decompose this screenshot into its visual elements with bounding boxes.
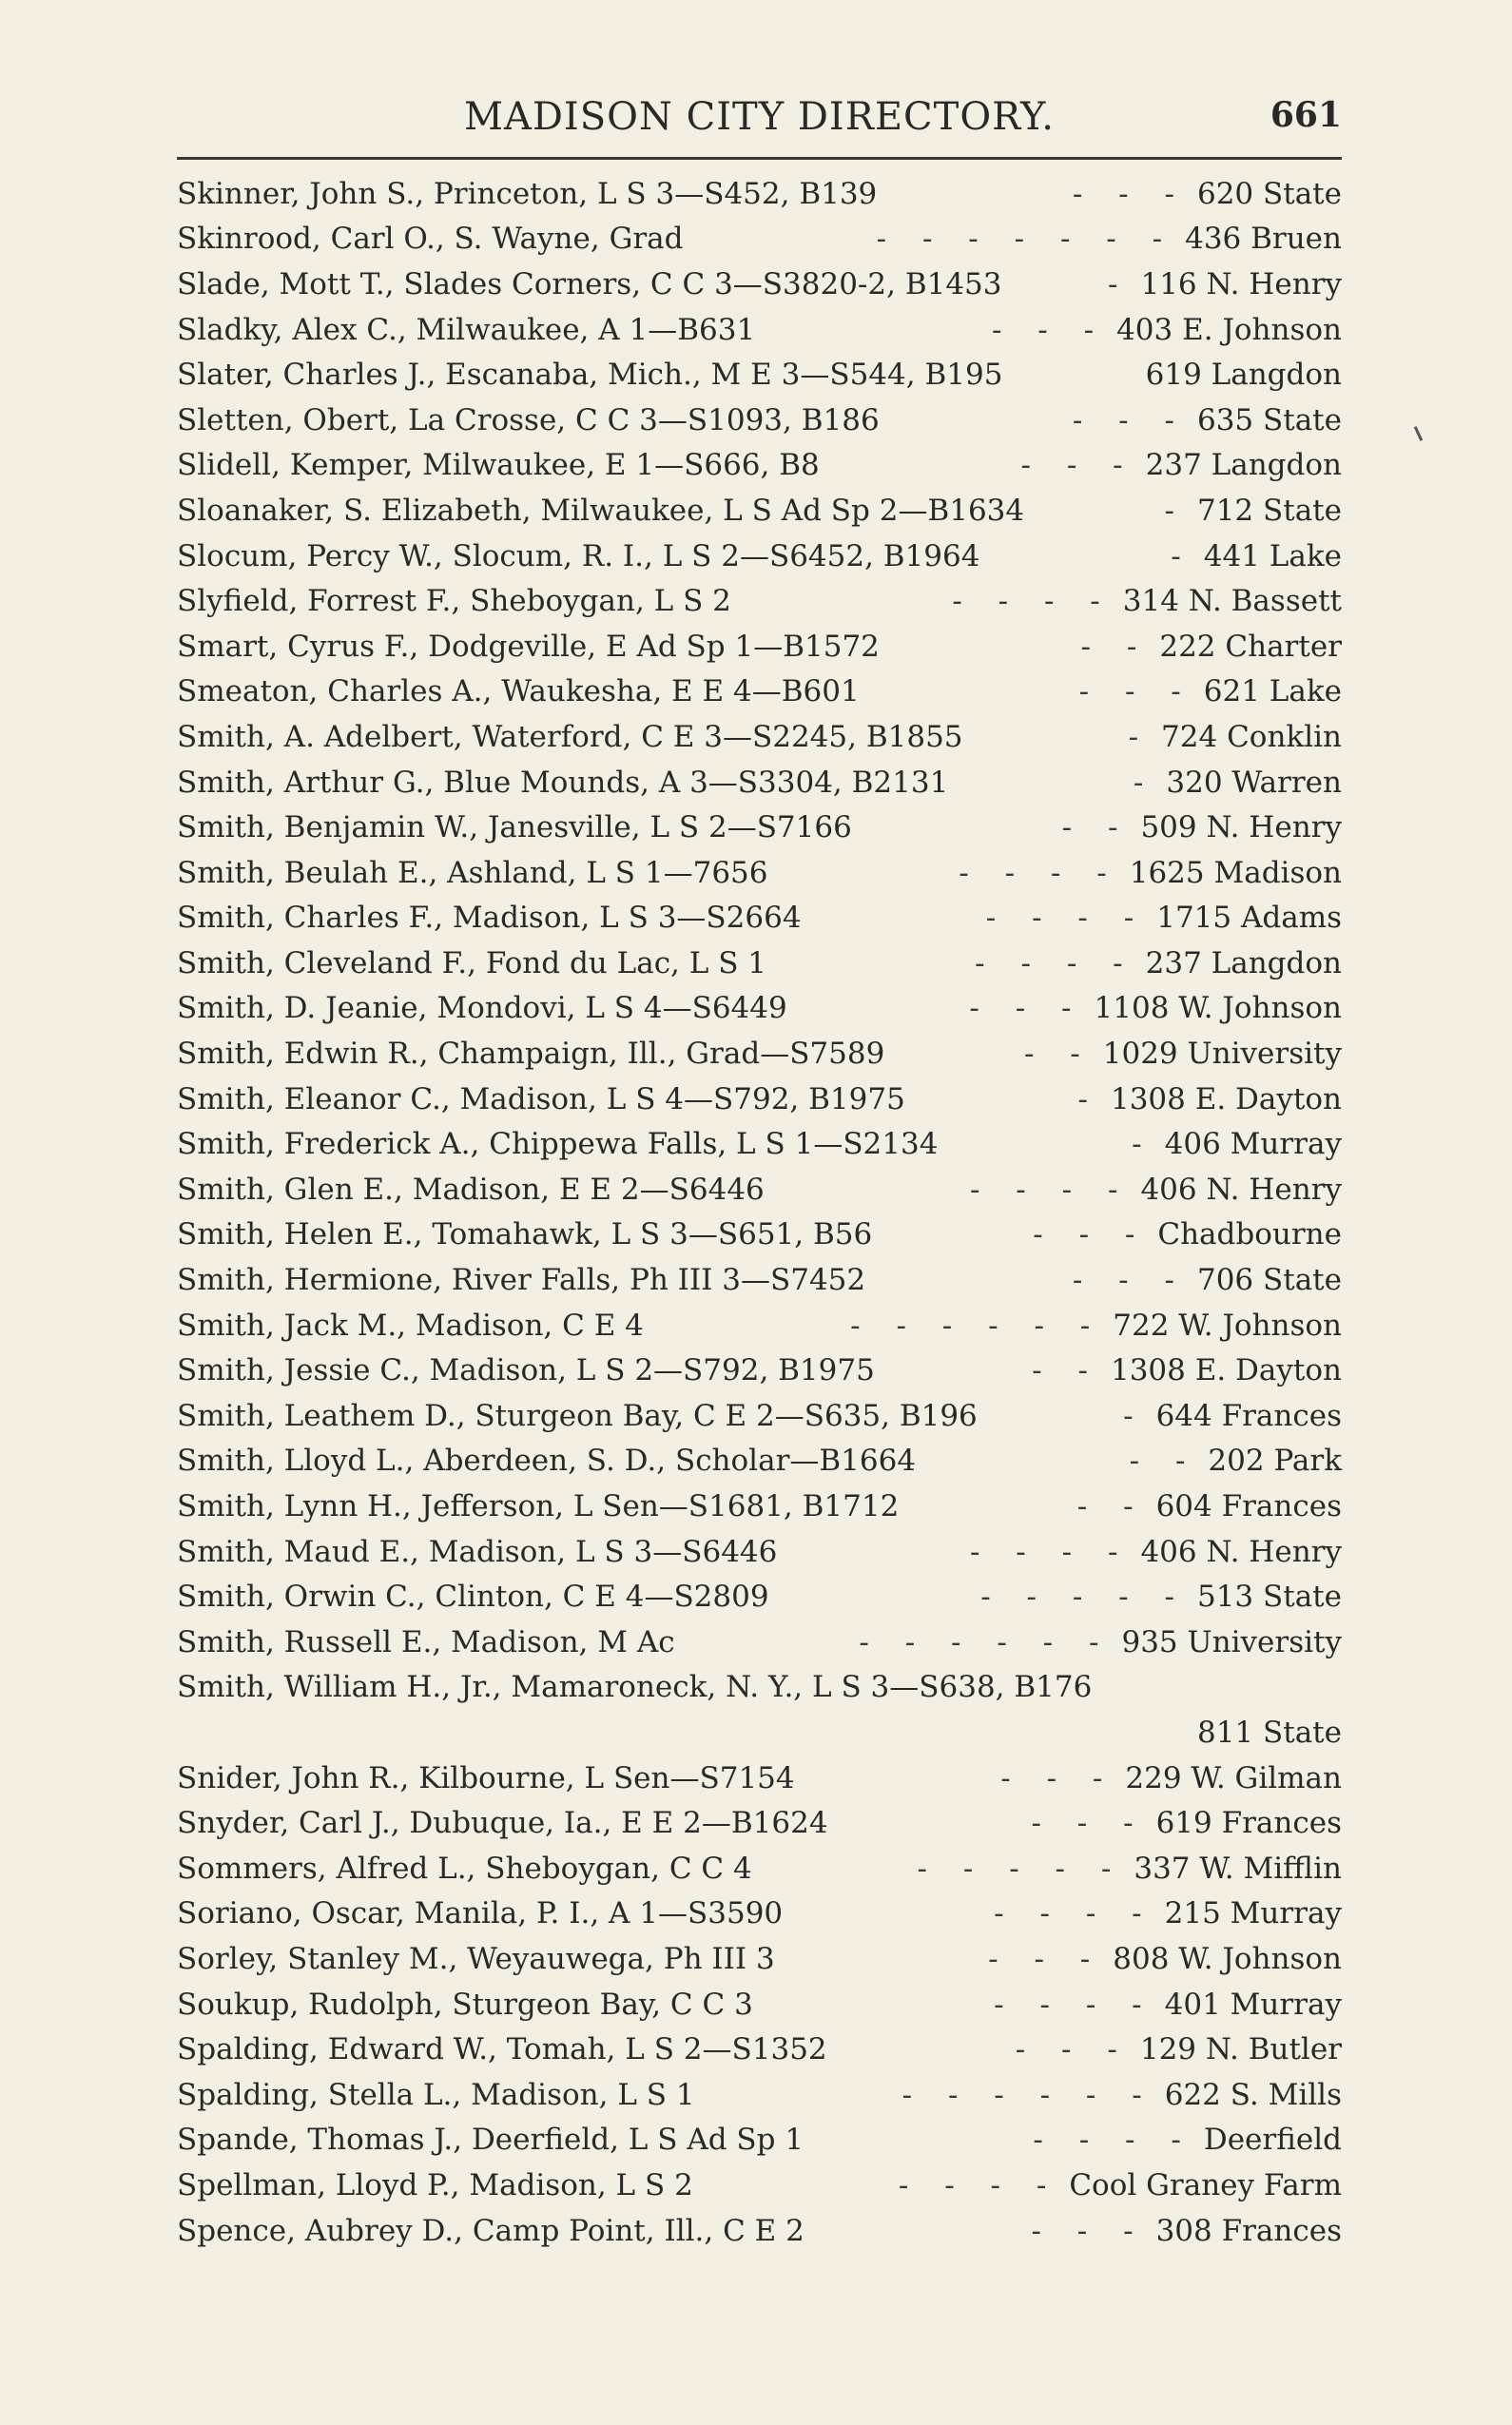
- entry-leader: - - -: [1072, 1263, 1188, 1298]
- entry-address: 1029 University: [1102, 1037, 1342, 1072]
- directory-entry: [177, 2163, 1342, 2208]
- entry-leader: - - -: [1072, 176, 1188, 211]
- entry-address: 619 Frances: [1155, 1806, 1342, 1841]
- directory-entry: [177, 1393, 1342, 1439]
- entry-address: 308 Frances: [1155, 2213, 1342, 2248]
- directory-entries: [177, 171, 1342, 2253]
- directory-entry: [177, 1620, 1342, 1665]
- entry-leader: - - -: [969, 991, 1085, 1026]
- entry-address: 1715 Adams: [1156, 901, 1342, 936]
- directory-entry: [177, 986, 1342, 1032]
- entry-address: 644 Frances: [1155, 1398, 1342, 1433]
- entry-name: Smith, Cleveland F., Fond du Lac, L S 1: [177, 945, 767, 980]
- entry-name: Slater, Charles J., Escanaba, Mich., M E 3—S544, B195: [177, 358, 1003, 393]
- entry-name: Smith, Beulah E., Ashland, L S 1—7656: [177, 855, 768, 890]
- entry-address: 1625 Madison: [1129, 855, 1342, 890]
- entry-name: Sloanaker, S. Elizabeth, Milwaukee, L S Ad Sp 2—B1634: [177, 493, 1025, 528]
- directory-entry: [177, 1077, 1342, 1122]
- directory-entry: [177, 760, 1342, 805]
- entry-address: 811 State: [1196, 1716, 1342, 1751]
- directory-entry: [177, 1439, 1342, 1484]
- entry-name: Spalding, Stella L., Madison, L S 1: [177, 2077, 695, 2112]
- entry-address: 935 University: [1121, 1624, 1342, 1659]
- entry-address: 620 State: [1196, 176, 1342, 211]
- entry-leader: -: [1077, 1081, 1101, 1116]
- entry-name: Smith, Helen E., Tomahawk, L S 3—S651, B56: [177, 1217, 873, 1252]
- entry-name: Smith, Russell E., Madison, M Ac: [177, 1624, 675, 1659]
- directory-entry: [177, 624, 1342, 669]
- entry-leader: - - - -: [994, 1896, 1155, 1931]
- entry-name: Smith, D. Jeanie, Mondovi, L S 4—S6449: [177, 991, 787, 1026]
- entry-name: Smith, Lloyd L., Aberdeen, S. D., Scholar—B1664: [177, 1444, 917, 1479]
- entry-name: Soukup, Rudolph, Sturgeon Bay, C C 3: [177, 1987, 753, 2022]
- directory-entry: [177, 2027, 1342, 2072]
- directory-entry: [177, 171, 1342, 217]
- entry-address: 619 Langdon: [1145, 358, 1342, 393]
- entry-leader: - - -: [991, 312, 1108, 347]
- entry-name: Slidell, Kemper, Milwaukee, E 1—S666, B8: [177, 448, 820, 483]
- entry-name: Smith, Edwin R., Champaign, Ill., Grad—S7589: [177, 1037, 885, 1072]
- entry-address: 237 Langdon: [1145, 448, 1342, 483]
- directory-entry: [177, 850, 1342, 896]
- entry-leader: - -: [1076, 1489, 1147, 1524]
- entry-address: 401 Murray: [1164, 1987, 1342, 2022]
- entry-leader: - -: [1032, 1353, 1101, 1388]
- entry-leader: -: [1132, 1127, 1155, 1162]
- entry-address: 706 State: [1196, 1263, 1342, 1298]
- directory-entry: [177, 1529, 1342, 1575]
- entry-address: 215 Murray: [1164, 1896, 1342, 1931]
- entry-name: Smart, Cyrus F., Dodgeville, E Ad Sp 1—B1572: [177, 629, 880, 664]
- directory-entry: [177, 488, 1342, 534]
- entry-address: 724 Conklin: [1161, 719, 1342, 754]
- entry-name: Snider, John R., Kilbourne, L Sen—S7154: [177, 1760, 795, 1795]
- entry-address: 1108 W. Johnson: [1094, 991, 1342, 1026]
- entry-leader: - - -: [988, 1941, 1104, 1976]
- directory-entry: [177, 1348, 1342, 1393]
- entry-leader: - - - -: [969, 1172, 1132, 1207]
- directory-entry: [177, 805, 1342, 850]
- entry-address: 1308 E. Dayton: [1110, 1081, 1342, 1116]
- entry-address: 406 Murray: [1164, 1127, 1342, 1162]
- entry-leader: - -: [1080, 629, 1151, 664]
- directory-entry: [177, 896, 1342, 941]
- entry-leader: - -: [1129, 1444, 1199, 1479]
- entry-leader: - - - -: [959, 855, 1120, 890]
- entry-address: 712 State: [1196, 493, 1342, 528]
- entry-leader: - - - -: [898, 2167, 1060, 2202]
- entry-name: Skinrood, Carl O., S. Wayne, Grad: [177, 222, 684, 257]
- entry-name: Slyfield, Forrest F., Sheboygan, L S 2: [177, 584, 731, 619]
- entry-leader: - -: [1023, 1037, 1094, 1072]
- directory-entry: [177, 1212, 1342, 1258]
- entry-leader: - - -: [1072, 402, 1188, 437]
- entry-leader: -: [1107, 266, 1132, 301]
- entry-name: Smith, A. Adelbert, Waterford, C E 3—S2245, B1855: [177, 719, 963, 754]
- directory-entry: [177, 1031, 1342, 1077]
- entry-address: 320 Warren: [1166, 765, 1342, 800]
- entry-name: Sorley, Stanley M., Weyauwega, Ph III 3: [177, 1941, 775, 1976]
- entry-address: 116 N. Henry: [1140, 266, 1342, 301]
- directory-entry: [177, 1936, 1342, 1982]
- header-rule: [177, 157, 1342, 160]
- entry-leader: - - -: [1000, 1760, 1116, 1795]
- directory-entry: [177, 262, 1342, 307]
- entry-address: 622 S. Mills: [1164, 2077, 1342, 2112]
- entry-name: Smith, Lynn H., Jefferson, L Sen—S1681, B1712: [177, 1489, 900, 1524]
- entry-address: Chadbourne: [1157, 1217, 1342, 1252]
- entry-leader: - - - - - -: [859, 1624, 1113, 1659]
- entry-leader: -: [1133, 765, 1157, 800]
- entry-leader: - -: [1061, 810, 1132, 845]
- entry-leader: - - -: [1078, 674, 1194, 709]
- entry-name: Smith, Benjamin W., Janesville, L S 2—S7166: [177, 810, 852, 845]
- entry-name: Spellman, Lloyd P., Madison, L S 2: [177, 2167, 693, 2202]
- entry-name: Smith, Arthur G., Blue Mounds, A 3—S3304, B2131: [177, 765, 949, 800]
- directory-entry: [177, 217, 1342, 262]
- entry-name: Spence, Aubrey D., Camp Point, Ill., C E 2: [177, 2213, 804, 2248]
- entry-leader: - - -: [1020, 448, 1136, 483]
- directory-entry: [177, 2208, 1342, 2254]
- directory-entry: [177, 1167, 1342, 1212]
- page-header: [177, 93, 1342, 150]
- entry-name: Smith, Eleanor C., Madison, L S 4—S792, B1975: [177, 1081, 905, 1116]
- entry-address: 202 Park: [1208, 1444, 1342, 1479]
- entry-address: 129 N. Butler: [1139, 2032, 1342, 2067]
- directory-entry: [177, 1303, 1342, 1348]
- entry-name: Sletten, Obert, La Crosse, C C 3—S1093, B186: [177, 402, 880, 437]
- entry-address: 509 N. Henry: [1140, 810, 1342, 845]
- entry-name: Smeaton, Charles A., Waukesha, E E 4—B601: [177, 674, 860, 709]
- directory-entry: [177, 1800, 1342, 1846]
- directory-entry: [177, 1846, 1342, 1892]
- entry-name: Soriano, Oscar, Manila, P. I., A 1—S3590: [177, 1896, 784, 1931]
- entry-leader: - - -: [1015, 2032, 1131, 2067]
- entry-leader: - - - - - -: [850, 1308, 1104, 1343]
- directory-entry: [177, 2118, 1342, 2163]
- entry-address: 222 Charter: [1159, 629, 1342, 664]
- entry-name: Spalding, Edward W., Tomah, L S 2—S1352: [177, 2032, 827, 2067]
- entry-address: 229 W. Gilman: [1125, 1760, 1342, 1795]
- entry-address: 406 N. Henry: [1140, 1534, 1342, 1569]
- directory-entry: [177, 1892, 1342, 1937]
- entry-name: Sommers, Alfred L., Sheboygan, C C 4: [177, 1851, 752, 1886]
- entry-name: Slade, Mott T., Slades Corners, C C 3—S3820-2, B1453: [177, 266, 1002, 301]
- entry-address: 436 Bruen: [1185, 222, 1342, 257]
- page-title: MADISON CITY DIRECTORY.: [464, 95, 1055, 139]
- entry-leader: -: [1128, 719, 1153, 754]
- entry-leader: -: [1164, 493, 1188, 528]
- entry-name: Smith, Maud E., Madison, L S 3—S6446: [177, 1534, 778, 1569]
- entry-address: 604 Frances: [1155, 1489, 1342, 1524]
- directory-entry: [177, 1982, 1342, 2027]
- directory-entry: [177, 1756, 1342, 1801]
- directory-entry: [177, 1484, 1342, 1529]
- entry-leader: - - - -: [975, 945, 1136, 980]
- entry-leader: - - - -: [952, 584, 1114, 619]
- entry-leader: - - - - -: [917, 1851, 1125, 1886]
- entry-leader: - - - - - -: [901, 2077, 1155, 2112]
- directory-entry: [177, 534, 1342, 579]
- directory-entry: [177, 669, 1342, 715]
- entry-leader: - - - -: [1033, 2123, 1194, 2158]
- entry-name: Smith, William H., Jr., Mamaroneck, N. Y., L S 3—S638, B176: [177, 1670, 1093, 1705]
- entry-name: Slocum, Percy W., Slocum, R. I., L S 2—S6452, B1964: [177, 538, 980, 573]
- directory-entry: [177, 398, 1342, 443]
- entry-leader: - - - -: [994, 1987, 1155, 2022]
- entry-leader: - - -: [1031, 1806, 1147, 1841]
- stray-mark: [1414, 426, 1423, 441]
- directory-entry: [177, 1665, 1342, 1756]
- entry-address: 314 N. Bassett: [1122, 584, 1342, 619]
- entry-address: 337 W. Mifflin: [1134, 1851, 1342, 1886]
- entry-address: Deerfield: [1203, 2123, 1342, 2158]
- directory-entry: [177, 2072, 1342, 2118]
- entry-leader: - - - -: [985, 901, 1148, 936]
- entry-address: 808 W. Johnson: [1113, 1941, 1342, 1976]
- entry-name: Spande, Thomas J., Deerfield, L S Ad Sp 1: [177, 2123, 804, 2158]
- entry-name: Smith, Jessie C., Madison, L S 2—S792, B1975: [177, 1353, 875, 1388]
- directory-entry: [177, 443, 1342, 489]
- entry-address: 635 State: [1196, 402, 1342, 437]
- entry-leader: - - - -: [969, 1534, 1132, 1569]
- entry-address: 621 Lake: [1203, 674, 1342, 709]
- entry-leader: -: [1171, 538, 1194, 573]
- entry-address: 403 E. Johnson: [1116, 312, 1342, 347]
- entry-address: 1308 E. Dayton: [1110, 1353, 1342, 1388]
- entry-leader: -: [1123, 1398, 1147, 1433]
- directory-entry: [177, 352, 1342, 398]
- directory-entry: [177, 941, 1342, 986]
- entry-name: Skinner, John S., Princeton, L S 3—S452, B139: [177, 176, 878, 211]
- directory-entry: [177, 1257, 1342, 1303]
- entry-address: 406 N. Henry: [1140, 1172, 1342, 1207]
- entry-name: Sladky, Alex C., Milwaukee, A 1—B631: [177, 312, 756, 347]
- entry-leader: - - -: [1031, 2213, 1147, 2248]
- entry-address: Cool Graney Farm: [1069, 2167, 1342, 2202]
- directory-entry: [177, 307, 1342, 353]
- entry-name: Smith, Leathem D., Sturgeon Bay, C E 2—S635, B196: [177, 1398, 978, 1433]
- entry-leader: - - -: [1033, 1217, 1149, 1252]
- entry-address: 441 Lake: [1203, 538, 1342, 573]
- directory-entry: [177, 714, 1342, 760]
- page-number: 661: [1270, 95, 1342, 135]
- directory-entry: [177, 578, 1342, 624]
- entry-leader: - - - - - - -: [876, 222, 1176, 257]
- entry-address: 513 State: [1196, 1580, 1342, 1615]
- entry-name: Smith, Jack M., Madison, C E 4: [177, 1308, 644, 1343]
- entry-name: Snyder, Carl J., Dubuque, Ia., E E 2—B1624: [177, 1806, 828, 1841]
- entry-name: Smith, Glen E., Madison, E E 2—S6446: [177, 1172, 765, 1207]
- directory-entry: [177, 1121, 1342, 1167]
- entry-leader: - - - - -: [980, 1580, 1188, 1615]
- entry-name: Smith, Charles F., Madison, L S 3—S2664: [177, 901, 802, 936]
- entry-name: Smith, Hermione, River Falls, Ph III 3—S7452: [177, 1263, 866, 1298]
- entry-name: Smith, Orwin C., Clinton, C E 4—S2809: [177, 1580, 769, 1615]
- entry-address: 237 Langdon: [1145, 945, 1342, 980]
- entry-name: Smith, Frederick A., Chippewa Falls, L S 1—S2134: [177, 1127, 939, 1162]
- directory-entry: [177, 1574, 1342, 1620]
- entry-address: 722 W. Johnson: [1113, 1308, 1342, 1343]
